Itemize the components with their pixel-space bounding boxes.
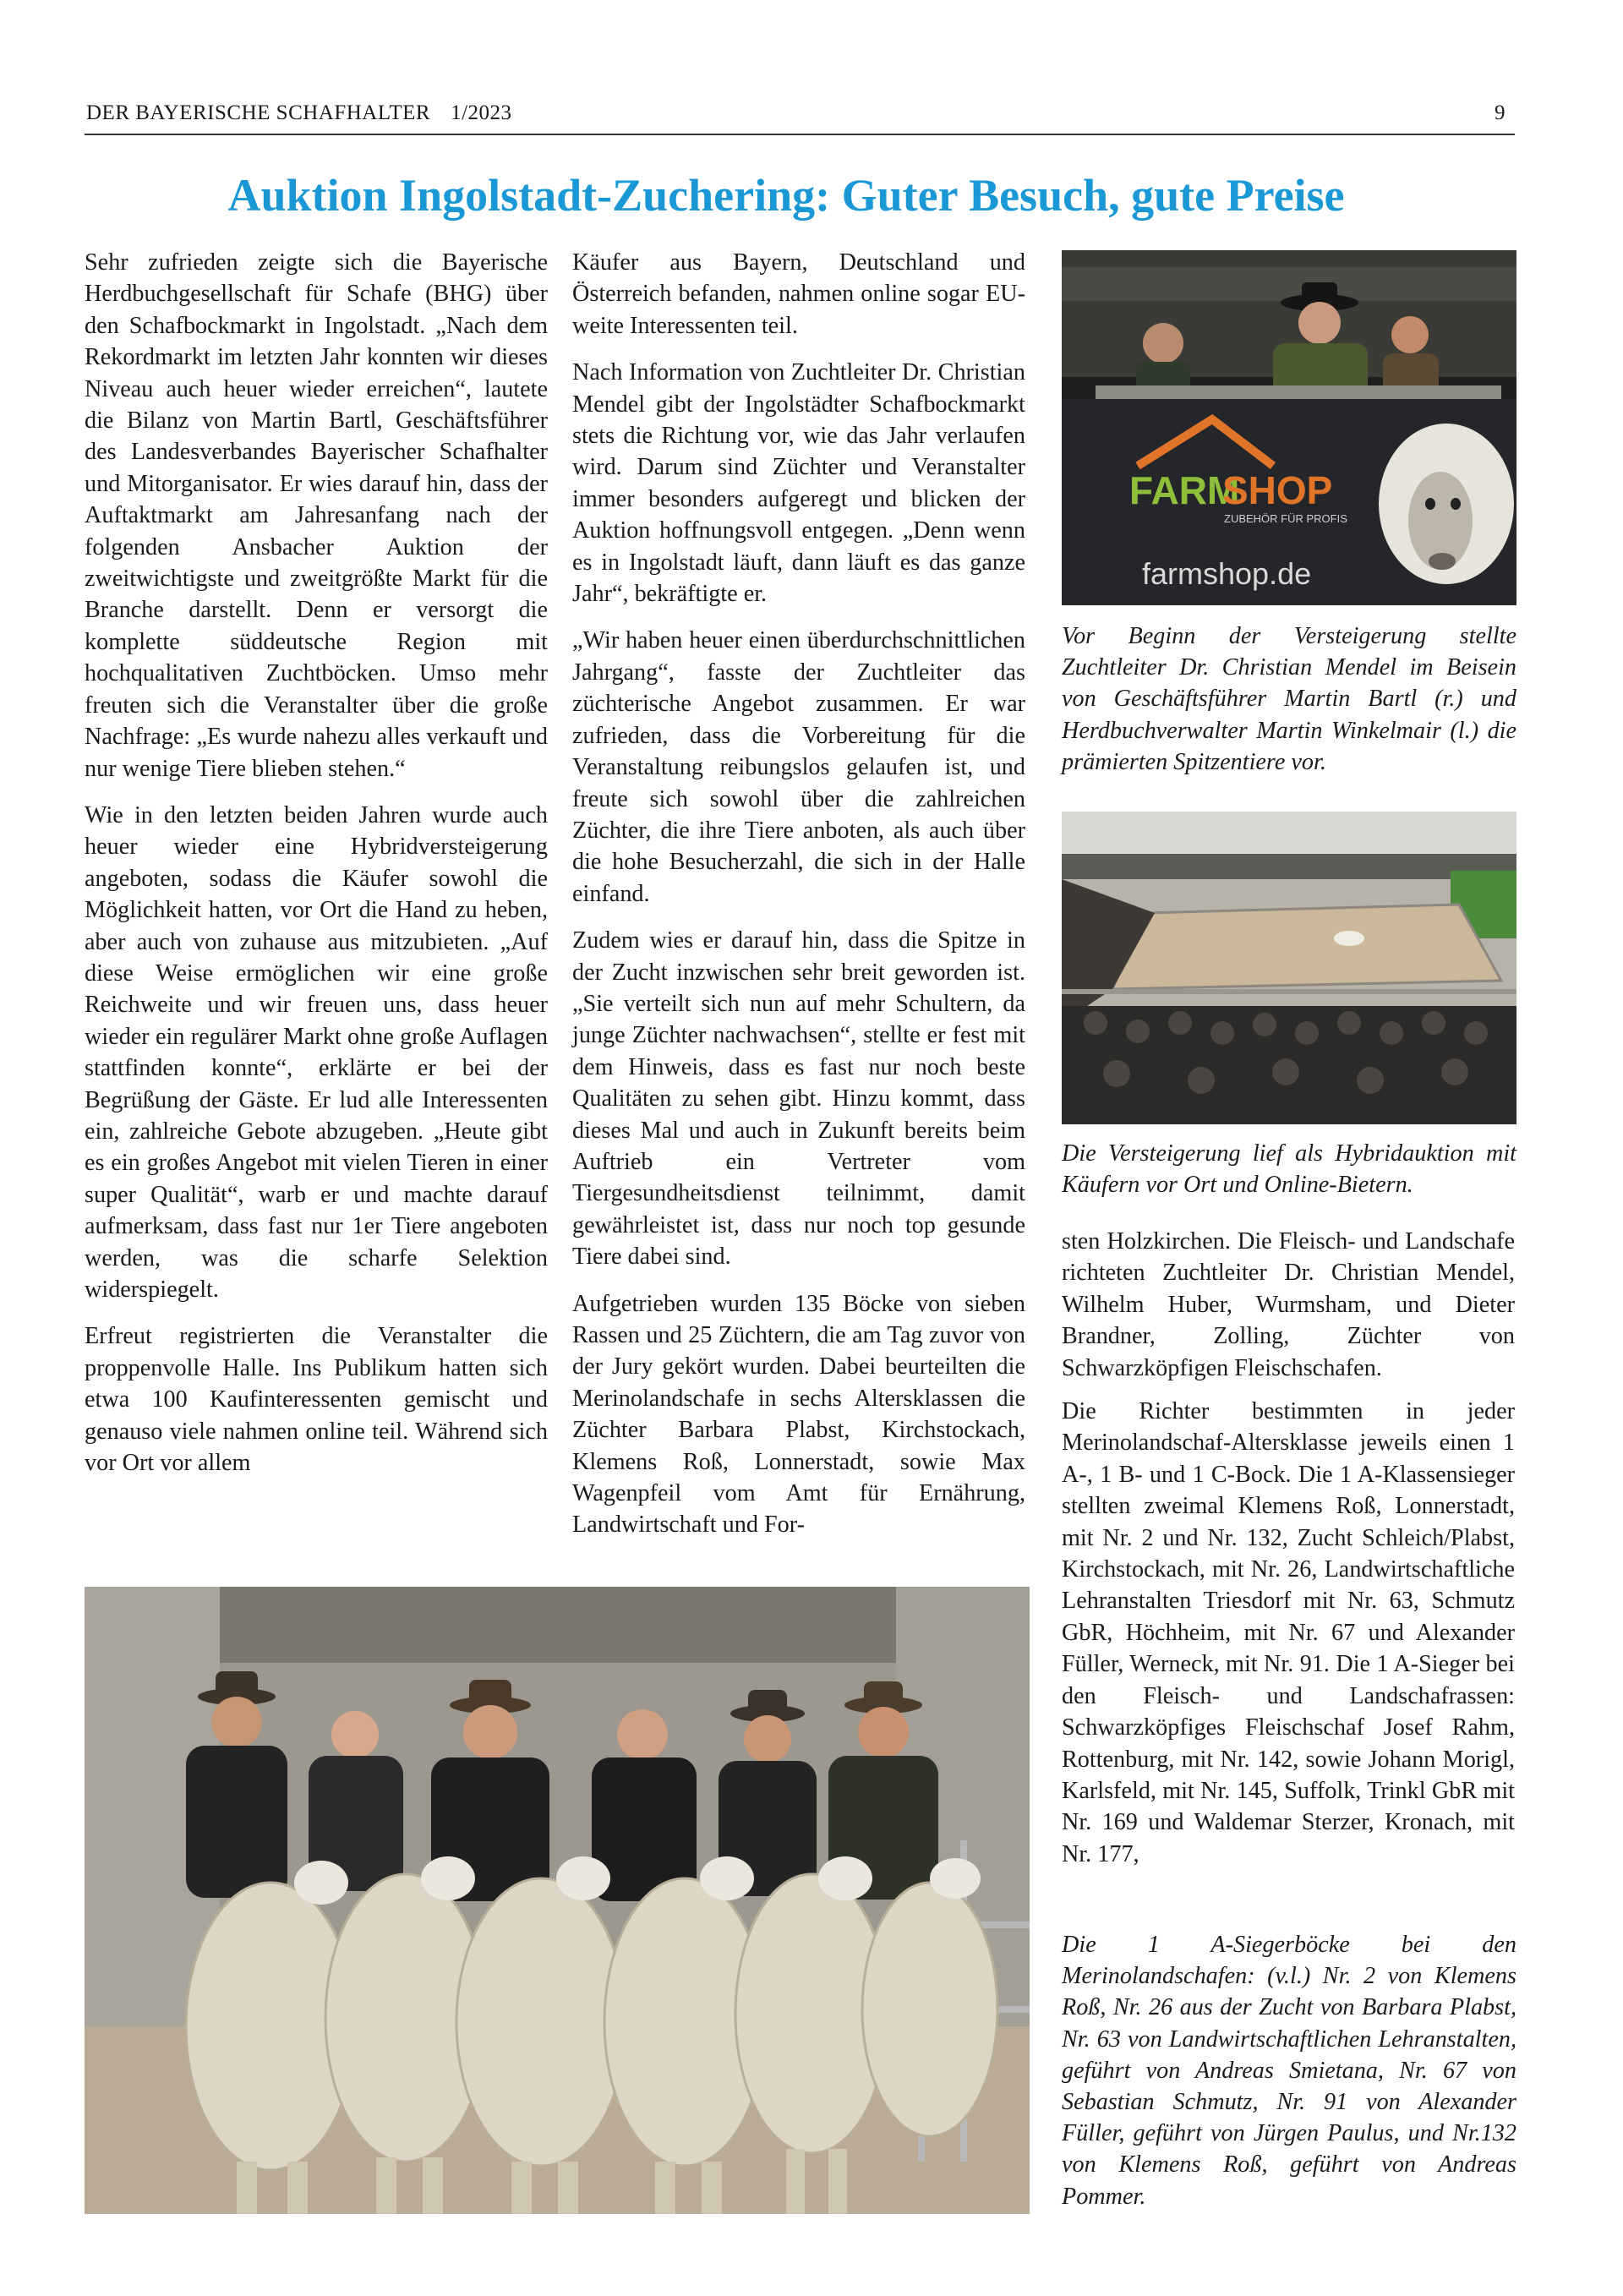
banner-brand-shop: SHOP [1222,468,1333,512]
paragraph: „Wir haben heuer einen überdurchschnittlichen Jahrgang“, fasste der Zuchtleiter das züchterische Angebot zusammen. Er war zufrieden, dass die Vorbereitung für die Veranstaltung reibungslos gelaufen ist, und freute sich sowohl über die zahlreichen Züchter, die ihre Tiere anboten, als auch über die hohe Besucherzahl, die sich in der Halle einfand. [572,627,1025,907]
caption-photo-podium: Vor Beginn der Versteigerung stellte Zuchtleiter Dr. Christian Mendel im Beisein von Geschäftsführer Martin Bartl (r.) und Herdbuchverwalter Martin Winkelmair (l.) die prämierten Spitzentiere vor. [1062,623,1516,775]
page-number: 9 [1495,101,1506,124]
text-column-1 [85,247,548,1494]
text-column-2 [572,247,1025,1556]
banner-tagline: ZUBEHÖR FÜR PROFIS [1224,512,1347,525]
paragraph: sten Holzkirchen. Die Fleisch- und Landschafe richteten Zuchtleiter Dr. Christian Mendel, Wilhelm Huber, Wurmsham, und Dieter Brandner, Zolling, Züchter von Schwarzköpfigen Fleischschafen. [1062,1228,1515,1381]
photo-winning-rams [85,1587,1030,2214]
article-title: Auktion Ingolstadt-Zuchering: Guter Besuch, gute Preise [227,170,1345,221]
caption-photo-winning-rams: Die 1 A-Siegerböcke bei den Merinolandschafen: (v.l.) Nr. 2 von Klemens Roß, Nr. 26 aus der Zucht von Barbara Plabst, Nr. 63 von Landwirtschaftlichen Lehranstalten, geführt von Andreas Smietana, Nr. 67 von Sebastian Schmutz, Nr. 91 von Alexander Füller, geführt von Jürgen Paulus, und Nr.132 von Klemens Roß, geführt von Andreas Pommer. [1062,1932,1516,2210]
paragraph: Wie in den letzten beiden Jahren wurde auch heuer wieder eine Hybridversteigerung angeboten, sodass die Käufer sowohl die Möglichkeit hatten, vor Ort die Hand zu heben, aber auch von zuhause aus mitzubieten. „Auf diese Weise ermöglichen wir eine große Reichweite und wir freuen uns, dass heuer wieder ein regulärer Markt ohne große Auflagen stattfinden konnte“, erklärte er bei der Begrüßung der Gäste. Er lud alle Interessenten ein, zahlreiche Gebote abzugeben. „Heute gibt es ein großes Angebot mit vielen Tieren in einer super Qualität“, warb er und machte darauf aufmerksam, dass fast nur 1er Tiere angeboten werden, was die scharfe Selektion widerspiegelt. [85,801,548,1303]
photo-auction-hall [1062,812,1516,1124]
paragraph: Erfreut registrierten die Veranstalter die proppenvolle Halle. Ins Publikum hatten sich etwa 100 Kaufinteressenten gemischt und genauso viele nahmen online teil. Während sich vor Ort vor allem [85,1323,548,1477]
paragraph: Zudem wies er darauf hin, dass die Spitze in der Zucht inzwischen sehr breit geworden ist. „Sie verteilt sich nun auf mehr Schultern, da junge Züchter nachwachsen“, stellte er fest mit dem Hinweis, dass es fast nur noch beste Qualitäten zu sehen gibt. Hinzu kommt, dass dieses Mal und auch in Zukunft bereits beim Auftrieb ein Vertreter vom Tiergesundheitsdienst teilnimmt, damit gewährleistet ist, dass nur noch top gesunde Tiere dabei sind. [572,927,1025,1271]
issue-number: 1/2023 [451,101,512,124]
banner-url: farmshop.de [1142,556,1312,591]
running-header [86,101,533,125]
photo-podium [1062,250,1516,605]
caption-photo-auction-hall: Die Versteigerung lief als Hybridauktion mit Käufern vor Ort und Online-Bietern. [1062,1140,1516,1199]
banner-brand-farm: FARM [1129,468,1240,512]
header-rule [85,134,1515,135]
paragraph: Käufer aus Bayern, Deutschland und Österreich befanden, nahmen online sogar EU-weite Interessenten teil. [572,249,1025,339]
text-column-3 [1062,1226,1515,1882]
paragraph: Nach Information von Zuchtleiter Dr. Christian Mendel gibt der Ingolstädter Schafbockmarkt stets die Richtung vor, wie das Jahr verlaufen wird. Darum sind Züchter und Veranstalter immer besonders aufgeregt und blicken der Auktion hoffnungsvoll entgegen. „Denn wenn es in Ingolstadt läuft, dann läuft es das ganze Jahr“, bekräftigte er. [572,359,1025,608]
publication-name: DER BAYERISCHE SCHAFHALTER [86,101,431,124]
paragraph: Aufgetrieben wurden 135 Böcke von sieben Rassen und 25 Züchtern, die am Tag zuvor von der Jury gekört wurden. Dabei beurteilten die Merinolandschafe in sechs Altersklassen die Züchter Barbara Plabst, Kirchstockach, Klemens Roß, Lonnerstadt, sowie Max Wagenpfeil vom Amt für Ernährung, Landwirtschaft und For- [572,1290,1025,1539]
paragraph: Sehr zufrieden zeigte sich die Bayerische Herdbuchgesellschaft für Schafe (BHG) über den Schafbockmarkt in Ingolstadt. „Nach dem Rekordmarkt im letzten Jahr konnten wir dieses Niveau auch heuer wieder erreichen“, lautete die Bilanz von Martin Bartl, Geschäftsführer des Landesverbandes Bayerischer Schafhalter und Mitorganisator. Er wies darauf hin, dass der Auftaktmarkt am Jahresanfang nach der folgenden Ansbacher Auktion der zweitwichtigste und zweitgrößte Markt für die Branche darstellt. Denn er versorgt die komplette süddeutsche Region mit hochqualitativen Zuchtböcken. Umso mehr freuten sich die Veranstalter über die große Nachfrage: „Es wurde nahezu alles verkauft und nur wenige Tiere blieben stehen.“ [85,249,548,782]
paragraph: Die Richter bestimmten in jeder Merinolandschaf-Altersklasse jeweils einen 1 A-, 1 B- und 1 C-Bock. Die 1 A-Klassensieger stellten zweimal Klemens Roß, Lonnerstadt, mit Nr. 2 und Nr. 132, Zucht Schleich/Plabst, Kirchstockach, mit Nr. 26, Landwirtschaftliche Lehranstalten Triesdorf mit Nr. 63, Schmutz GbR, Höchheim, mit Nr. 67 und Alexander Füller, Werneck, mit Nr. 91. Die 1 A-Sieger bei den Fleisch- und Landschafrassen: Schwarzköpfiges Fleischschaf Josef Rahm, Rottenburg, mit Nr. 142, sowie Johann Morigl, Karlsfeld, mit Nr. 145, Suffolk, Trinkl GbR mit Nr. 169 und Waldemar Sterzer, Kronach, mit Nr. 177, [1062,1398,1515,1867]
